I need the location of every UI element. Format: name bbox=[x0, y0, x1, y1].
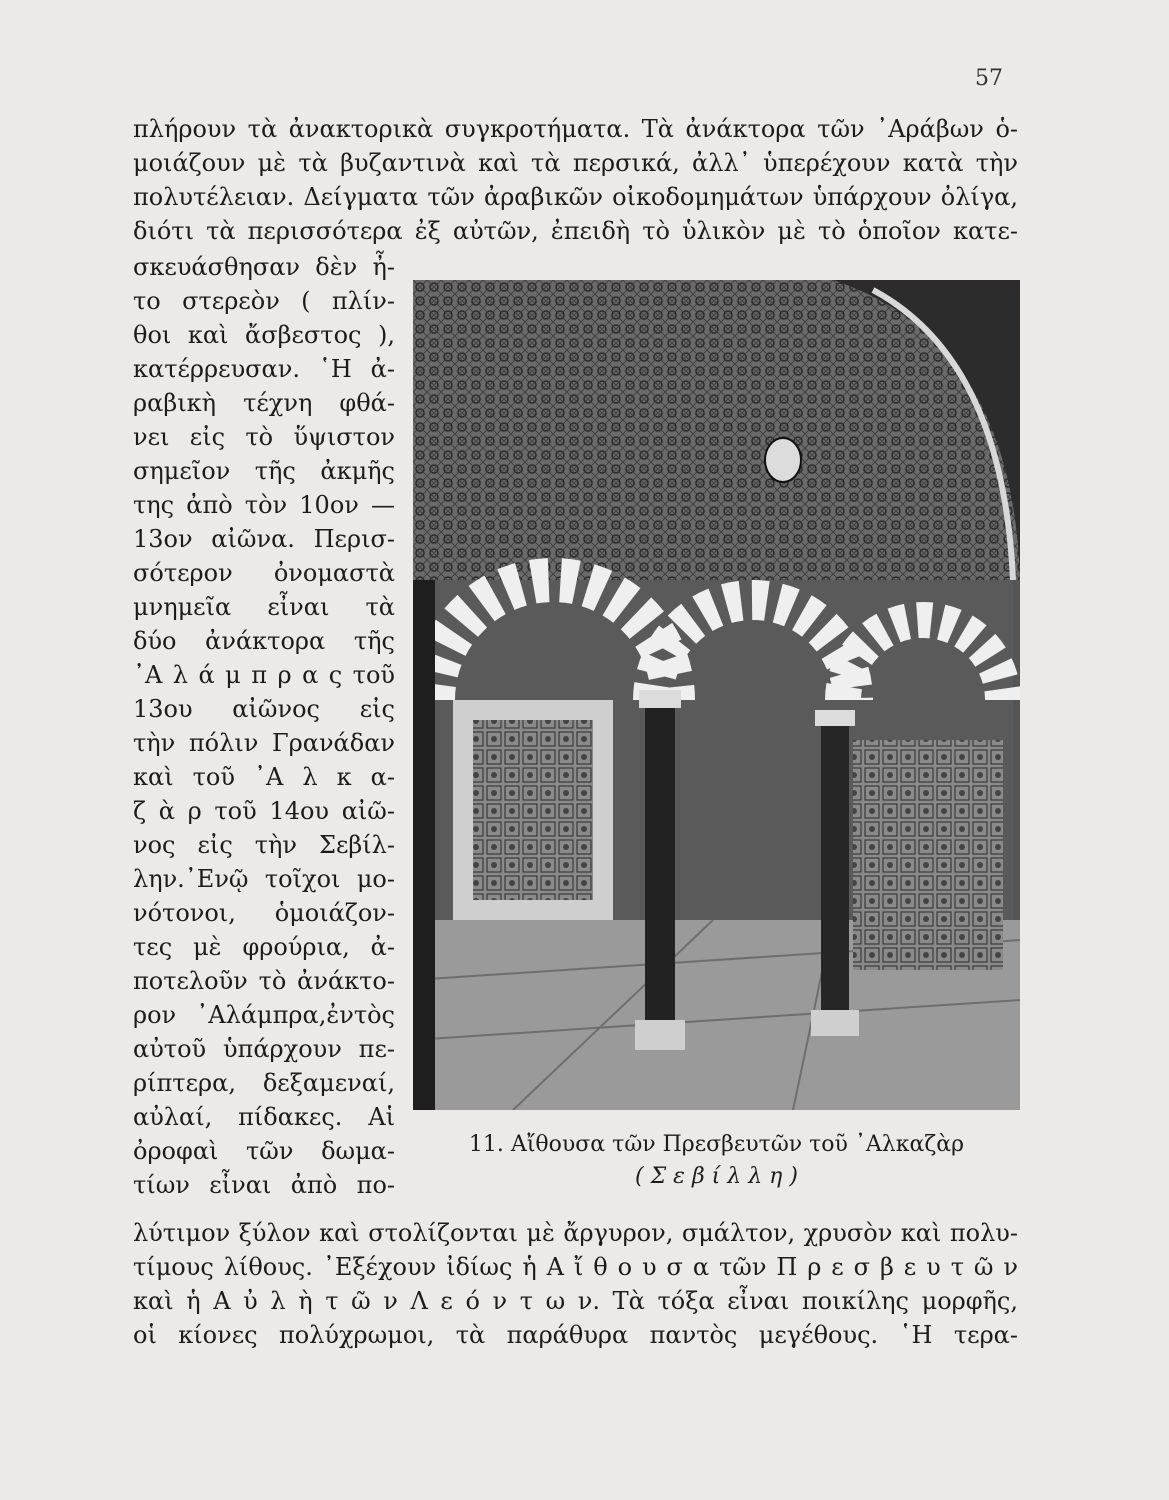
text-line: τὴν πόλιν Γρανάδαν bbox=[133, 729, 395, 757]
page-number: 57 bbox=[975, 66, 1003, 91]
text-line: νει εἰς τὸ ὕψιστον bbox=[133, 423, 395, 451]
text-line: μοιάζουν μὲ τὰ βυζαντινὰ καὶ τὰ περσικά, ἀλλ᾿ ὑπερέχουν κατὰ τὴν bbox=[133, 149, 1018, 177]
text-line: νος εἰς τὴν Σεβίλ- bbox=[133, 831, 395, 859]
text-line: ποτελοῦν τὸ ἀνάκτο- bbox=[133, 967, 395, 995]
text-line: 13ου αἰῶνος εἰς bbox=[133, 695, 395, 723]
figure-caption-place: ( Σ ε β ί λ λ η ) bbox=[635, 1164, 798, 1189]
text-line: ζ ὰ ρ τοῦ 14ου αἰῶ- bbox=[133, 797, 395, 825]
text-line: ρίπτερα, δεξαμεναί, bbox=[133, 1069, 395, 1097]
text-line: σότερον ὀνομαστὰ bbox=[133, 559, 395, 587]
text-line: οἱ κίονες πολύχρωμοι, τὰ παράθυρα παντὸς μεγέθους. ῾Η τερα- bbox=[133, 1321, 1018, 1349]
text-line: αὐλαί, πίδακες. Αἱ bbox=[133, 1103, 395, 1131]
text-line: κατέρρευσαν. ῾Η ἀ- bbox=[133, 355, 395, 383]
text-line: σημεῖον τῆς ἀκμῆς bbox=[133, 457, 395, 485]
text-line: της ἀπὸ τὸν 10ον — bbox=[133, 491, 395, 519]
text-line: τες μὲ φρούρια, ἀ- bbox=[133, 933, 395, 961]
text-line: νότονοι, ὁμοιάζον- bbox=[133, 899, 395, 927]
figure-caption: 11. Αἴθουσα τῶν Πρεσβευτῶν τοῦ ᾿Αλκαζὰρ bbox=[468, 1132, 965, 1157]
text-line: μνημεῖα εἶναι τὰ bbox=[133, 593, 395, 621]
text-line: καὶ τοῦ ᾿Α λ κ α- bbox=[133, 763, 395, 791]
text-line: καὶ ἡ Α ὐ λ ὴ τ ῶ ν Λ ε ό ν τ ω ν. Τὰ τόξα εἶναι ποικίλης μορφῆς, bbox=[133, 1287, 1018, 1315]
text-line: 13ον αἰῶνα. Περισ- bbox=[133, 525, 395, 553]
text-line: σκευάσθησαν δὲν ἦ- bbox=[133, 253, 395, 281]
text-line: πολυτέλειαν. Δείγματα τῶν ἀραβικῶν οἰκοδομημάτων ὑπάρχουν ὀλίγα, bbox=[133, 183, 1018, 211]
text-line: το στερεὸν ( πλίν- bbox=[133, 287, 395, 315]
text-line: πλήρουν τὰ ἀνακτορικὰ συγκροτήματα. Τὰ ἀνάκτορα τῶν ᾿Αράβων ὁ- bbox=[133, 115, 1018, 143]
figure-photo-hall-of-ambassadors bbox=[413, 280, 1020, 1110]
text-line: δύο ἀνάκτορα τῆς bbox=[133, 627, 395, 655]
text-line: ᾿Α λ ά μ π ρ α ς τοῦ bbox=[133, 661, 395, 689]
text-line: τίμους λίθους. ᾿Εξέχουν ἰδίως ἡ Α ἴ θ ο υ σ α τῶν Π ρ ε σ β ε υ τ ῶ ν bbox=[133, 1253, 1018, 1281]
text-line: αὐτοῦ ὑπάρχουν πε- bbox=[133, 1035, 395, 1063]
text-line: διότι τὰ περισσότερα ἐξ αὐτῶν, ἐπειδὴ τὸ ὑλικὸν μὲ τὸ ὁποῖον κατε- bbox=[133, 217, 1018, 245]
text-line: λύτιμον ξύλον καὶ στολίζονται μὲ ἄργυρον, σμάλτον, χρυσὸν καὶ πολυ- bbox=[133, 1219, 1018, 1247]
text-line: ραβικὴ τέχνη φθά- bbox=[133, 389, 395, 417]
text-line: ὀροφαὶ τῶν δωμα- bbox=[133, 1137, 395, 1165]
text-line: τίων εἶναι ἀπὸ πο- bbox=[133, 1171, 395, 1199]
text-line: θοι καὶ ἄσβεστος ), bbox=[133, 321, 395, 349]
text-line: ρον ᾿Αλάμπρα,ἐντὸς bbox=[133, 1001, 395, 1029]
arches-illustration bbox=[413, 280, 1020, 1110]
text-line: λην.᾿Ενῷ τοῖχοι μο- bbox=[133, 865, 395, 893]
